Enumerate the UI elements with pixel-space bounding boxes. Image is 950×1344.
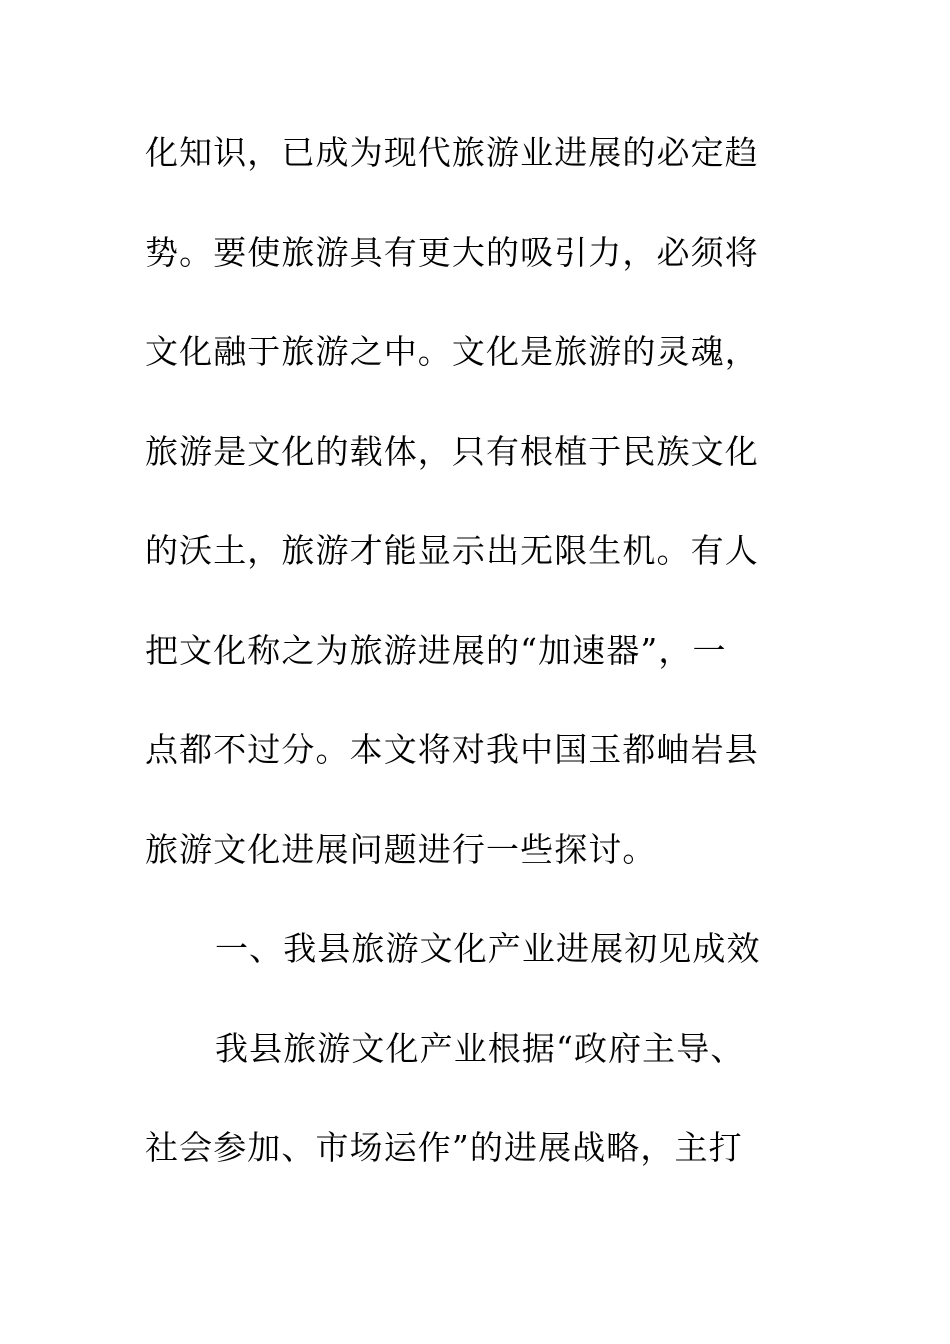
text-line: 旅游是文化的载体，只有根植于民族文化 <box>145 431 759 471</box>
text-line: 社会参加、市场运作”的进展战略，主打 <box>145 1128 743 1167</box>
text-line: 文化融于旅游之中。文化是旅游的灵魂， <box>145 332 759 371</box>
text-line: 的沃土，旅游才能显示出无限生机。有人 <box>145 531 759 570</box>
text-line: 旅游文化进展问题进行一些探讨。 <box>145 829 657 869</box>
body-text <box>145 127 785 1222</box>
text-line: 势。要使旅游具有更大的吸引力，必须将 <box>145 232 759 272</box>
paragraph-first-line: 我县旅游文化产业根据“政府主导、 <box>215 1028 745 1068</box>
text-line: 点都不过分。本文将对我中国玉都岫岩县 <box>145 730 759 769</box>
section-heading: 一、我县旅游文化产业进展初见成效 <box>215 929 761 968</box>
text-line: 把文化称之为旅游进展的“加速器”，一 <box>145 630 727 670</box>
text-line: 化知识，已成为现代旅游业进展的必定趋 <box>145 133 759 172</box>
